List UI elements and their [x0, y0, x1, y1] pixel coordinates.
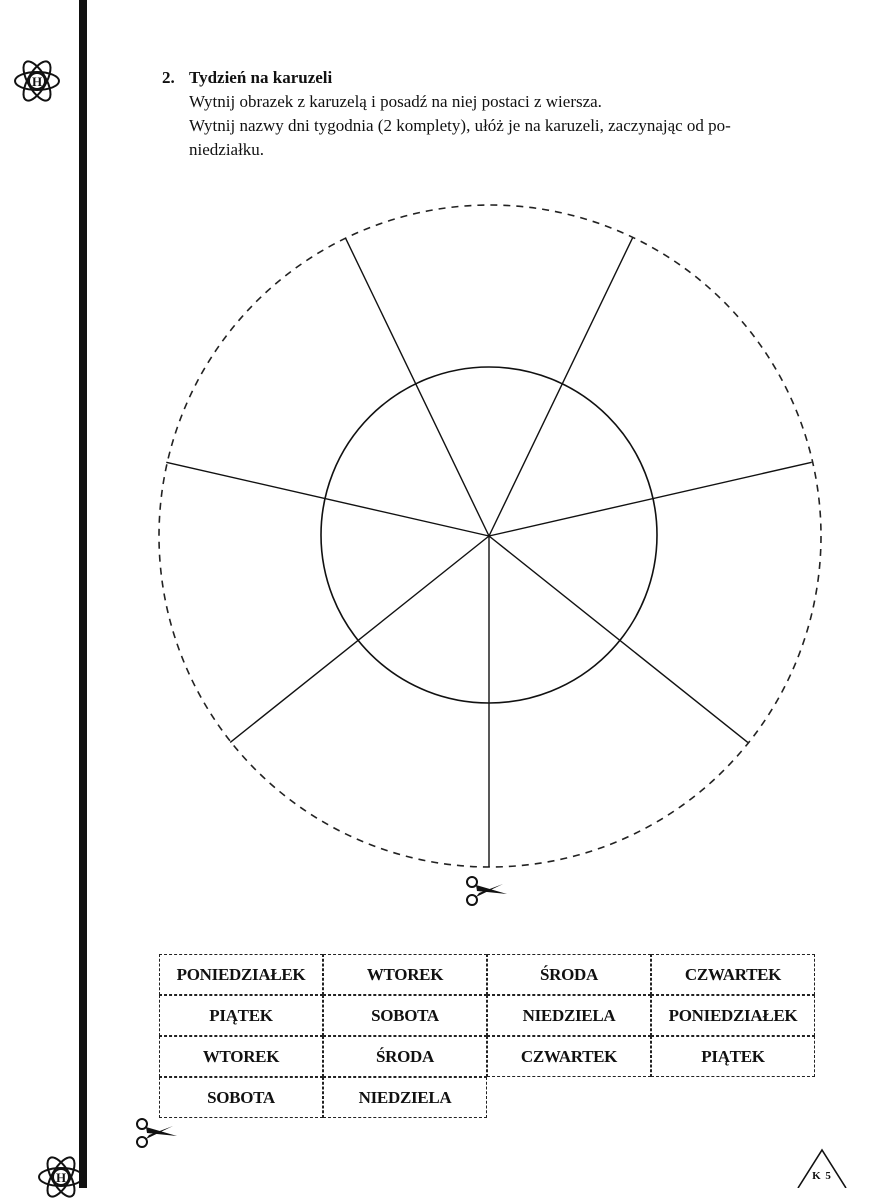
day-card[interactable]: ŚRODA [323, 1036, 487, 1077]
day-card[interactable]: NIEDZIELA [487, 995, 651, 1036]
day-card[interactable]: SOBOTA [323, 995, 487, 1036]
day-card[interactable]: ŚRODA [487, 954, 651, 995]
logo-letter: H [55, 1170, 67, 1185]
task-instruction-2: Wytnij nazwy dni tygodnia (2 komplety), ułóż je na karuzeli, zaczynając od po- [189, 116, 731, 135]
logo-letter: H [31, 74, 43, 89]
day-card[interactable]: SOBOTA [159, 1077, 323, 1118]
day-card[interactable]: CZWARTEK [487, 1036, 651, 1077]
task-number: 2. [162, 68, 175, 87]
atom-h-icon [36, 1152, 86, 1202]
carousel-spoke [489, 536, 748, 742]
scissors-icon [463, 874, 509, 908]
day-card[interactable]: PIĄTEK [159, 995, 323, 1036]
atom-h-icon [12, 56, 62, 106]
task-instruction-3: niedziałku. [189, 140, 265, 159]
margin-bar [79, 0, 87, 1188]
carousel-spokes [166, 238, 811, 867]
task-title: Tydzień na karuzeli [189, 68, 333, 87]
task-instruction-1: Wytnij obrazek z karuzelą i posadź na niej postaci z wiersza. [189, 92, 602, 111]
carousel-spoke [345, 238, 489, 536]
carousel-spoke [166, 462, 489, 536]
scissors-icon [133, 1116, 179, 1150]
carousel-spoke [489, 462, 812, 536]
day-card[interactable]: PONIEDZIAŁEK [159, 954, 323, 995]
day-card[interactable]: CZWARTEK [651, 954, 815, 995]
carousel-cutout[interactable] [150, 190, 840, 910]
day-card[interactable]: WTOREK [323, 954, 487, 995]
page-badge-label: K 5 [812, 1170, 832, 1182]
day-card[interactable]: PONIEDZIAŁEK [651, 995, 815, 1036]
carousel-spoke [489, 238, 633, 536]
day-card[interactable]: NIEDZIELA [323, 1077, 487, 1118]
page-badge [796, 1146, 848, 1188]
day-card[interactable]: PIĄTEK [651, 1036, 815, 1077]
day-card[interactable]: WTOREK [159, 1036, 323, 1077]
carousel-spoke [230, 536, 489, 742]
